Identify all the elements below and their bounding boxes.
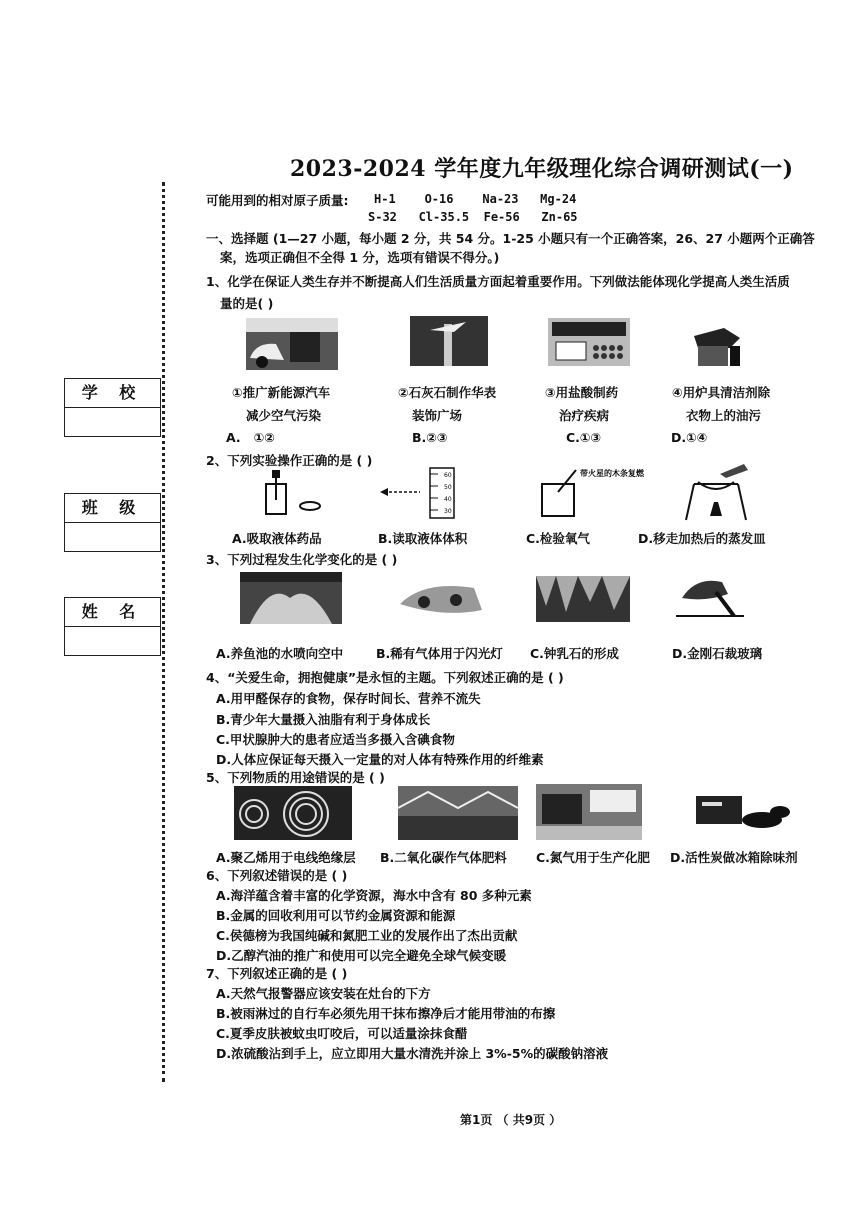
q2-image-oxygen-test (536, 466, 648, 520)
q1-caption-3a: ③用盐酸制药 (545, 385, 619, 400)
q1-caption-1b: 减少空气污染 (246, 408, 322, 423)
q4-stem: 4、“关爱生命，拥抱健康”是永恒的主题。下列叙述正确的是 ( ) (206, 670, 564, 685)
q3-caption-d: D.金刚石裁玻璃 (672, 646, 763, 661)
q3-image-stalactite (536, 576, 630, 622)
school-blank[interactable] (65, 408, 160, 436)
q2-caption-d: D.移走加热后的蒸发皿 (638, 531, 766, 546)
q3-image-flash (394, 574, 488, 624)
q2-caption-b: B.读取液体体积 (378, 531, 468, 546)
section1-line2: 案，选项正确但不全得 1 分，选项有错误不得分。) (220, 250, 500, 265)
page-footer: 第1页 （ 共9页 ） (460, 1113, 562, 1127)
q5-caption-b: B.二氧化碳作气体肥料 (380, 850, 507, 865)
q1-caption-2b: 装饰广场 (412, 408, 463, 423)
q1-option-b[interactable]: B.②③ (412, 430, 448, 445)
school-field[interactable] (64, 378, 161, 437)
binding-dotted-line (162, 182, 165, 1082)
q5-stem: 5、下列物质的用途错误的是 ( ) (206, 770, 385, 785)
q2-stem: 2、下列实验操作正确的是 ( ) (206, 453, 373, 468)
q2-label-c: 带火星的木条复燃 (580, 469, 644, 478)
q1-option-c[interactable]: C.①③ (566, 430, 602, 445)
q5-image-carbon (692, 792, 794, 834)
atomic-mass-row2: S-32 Cl-35.5 Fe-56 Zn-65 (368, 210, 578, 224)
q4-option-a[interactable]: A.用甲醛保存的食物，保存时间长、营养不流失 (216, 691, 481, 706)
q1-caption-4b: 衣物上的油污 (686, 408, 762, 423)
q3-stem: 3、下列过程发生化学变化的是 ( ) (206, 552, 398, 567)
q2-caption-c: C.检验氧气 (526, 531, 590, 546)
q5-image-cables (234, 786, 352, 840)
q7-option-c[interactable]: C.夏季皮肤被蚊虫叮咬后，可以适量涂抹食醋 (216, 1026, 468, 1041)
name-label: 姓 名 (65, 598, 160, 627)
q2-tick-50: 50 (444, 484, 452, 491)
q1-option-a[interactable]: A. ①② (226, 430, 275, 445)
q2-caption-a: A.吸取液体药品 (232, 531, 322, 546)
q4-option-b[interactable]: B.青少年大量摄入油脂有利于身体成长 (216, 712, 431, 727)
q3-caption-b: B.稀有气体用于闪光灯 (376, 646, 503, 661)
q1-image-cleaner (690, 318, 746, 368)
q5-image-greenhouse (398, 786, 518, 840)
q5-caption-d: D.活性炭做冰箱除味剂 (670, 850, 798, 865)
q1-caption-2a: ②石灰石制作华表 (398, 385, 497, 400)
q5-caption-a: A.聚乙烯用于电线绝缘层 (216, 850, 356, 865)
page-title: 2023-2024 学年度九年级理化综合调研测试(一) (290, 156, 794, 182)
q1-image-medicine (548, 318, 630, 366)
q6-option-d[interactable]: D.乙醇汽油的推广和使用可以完全避免全球气候变暖 (216, 948, 507, 963)
q1-caption-1a: ①推广新能源汽车 (232, 385, 331, 400)
q2-tick-60: 60 (444, 472, 452, 479)
q2-image-evaporating-dish (684, 462, 750, 522)
q2-image-cylinder (380, 466, 472, 520)
atomic-mass-row1: H-1 O-16 Na-23 Mg-24 (374, 192, 577, 206)
q4-option-c[interactable]: C.甲状腺肿大的患者应适当多摄入含碘食物 (216, 732, 455, 747)
q1-caption-3b: 治疗疾病 (559, 408, 610, 423)
q6-stem: 6、下列叙述错误的是 ( ) (206, 868, 348, 883)
q6-option-c[interactable]: C.侯德榜为我国纯碱和氮肥工业的发展作出了杰出贡献 (216, 928, 518, 943)
q3-caption-a: A.养鱼池的水喷向空中 (216, 646, 344, 661)
class-label: 班 级 (65, 494, 160, 523)
q5-caption-c: C.氮气用于生产化肥 (536, 850, 650, 865)
q1-image-ev-car (246, 318, 338, 370)
class-blank[interactable] (65, 523, 160, 551)
q2-tick-40: 40 (444, 496, 452, 503)
class-field[interactable] (64, 493, 161, 552)
q3-caption-c: C.钟乳石的形成 (530, 646, 619, 661)
q7-option-a[interactable]: A.天然气报警器应该安装在灶台的下方 (216, 986, 431, 1001)
q3-image-glass-cutting (676, 572, 744, 622)
school-label: 学 校 (65, 379, 160, 408)
q7-option-b[interactable]: B.被雨淋过的自行车必须先用干抹布擦净后才能用带油的布擦 (216, 1006, 556, 1021)
q1-caption-4a: ④用炉具清洁剂除 (672, 385, 771, 400)
q2-image-dropper (242, 470, 324, 520)
q6-option-a[interactable]: A.海洋蕴含着丰富的化学资源，海水中含有 80 多种元素 (216, 888, 532, 903)
name-field[interactable] (64, 597, 161, 656)
q4-option-d[interactable]: D.人体应保证每天摄入一定量的对人体有特殊作用的纤维素 (216, 752, 544, 767)
q2-tick-30: 30 (444, 508, 452, 515)
q3-image-fountain (240, 572, 342, 624)
q5-image-factory (536, 784, 642, 840)
q1-stem-line1: 1、化学在保证人类生存并不断提高人们生活质量方面起着重要作用。下列做法能体现化学提高人类生活质 (206, 274, 790, 289)
section1-line1: 一、选择题 (1—27 小题，每小题 2 分，共 54 分。1-25 小题只有一个正确答案，26、27 小题两个正确答 (206, 231, 815, 246)
name-blank[interactable] (65, 627, 160, 655)
q1-stem-line2: 量的是( ) (220, 296, 274, 311)
q1-image-huabiao (410, 316, 488, 366)
q7-stem: 7、下列叙述正确的是 ( ) (206, 966, 348, 981)
q6-option-b[interactable]: B.金属的回收利用可以节约金属资源和能源 (216, 908, 456, 923)
q1-option-d[interactable]: D.①④ (671, 430, 708, 445)
atomic-mass-label: 可能用到的相对原子质量: (206, 193, 349, 208)
q7-option-d[interactable]: D.浓硫酸沾到手上，应立即用大量水清洗并涂上 3%-5%的碳酸钠溶液 (216, 1046, 609, 1061)
